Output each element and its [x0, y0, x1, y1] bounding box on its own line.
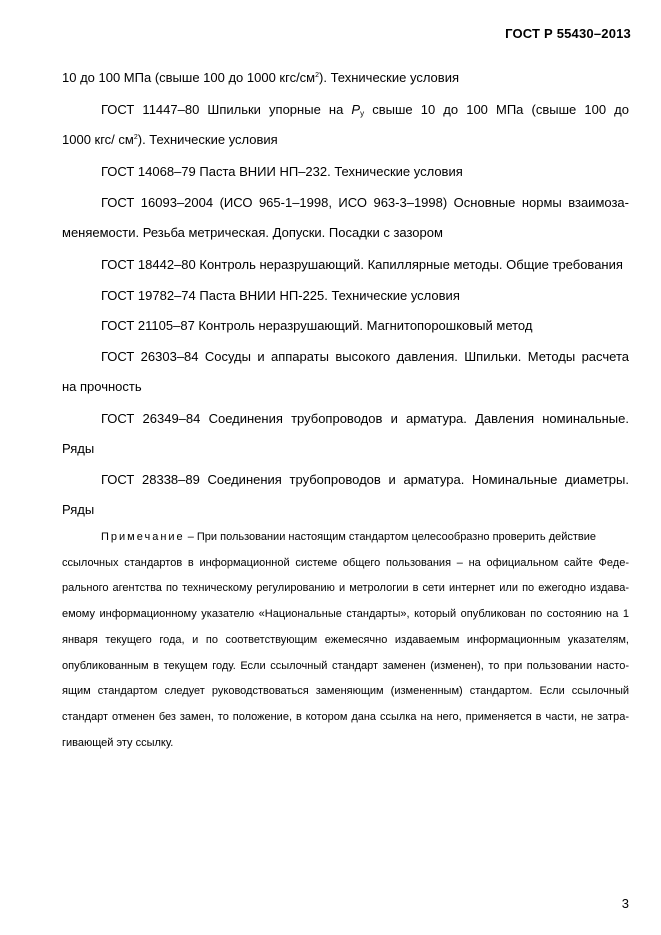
reference-gost-21105: ГОСТ 21105–87 Контроль неразрушающий. Магнитопорошковый метод: [101, 318, 533, 333]
reference-gost-28338: ГОСТ 28338–89 Соединения трубопроводов и арматура. Номинальные диаметры.: [101, 472, 629, 487]
reference-gost-26303-cont: на прочность: [62, 379, 142, 394]
reference-gost-16093: ГОСТ 16093–2004 (ИСО 965-1–1998, ИСО 963-3–1998) Основные нормы взаимоза-: [101, 195, 629, 210]
document-code: ГОСТ Р 55430–2013: [505, 26, 631, 41]
note-line: января текущего года, и по соответствующим ежемесячно издаваемым информационным указателям,: [62, 634, 629, 646]
reference-gost-16093-cont: меняемости. Резьба метрическая. Допуски. Посадки с зазором: [62, 225, 443, 240]
note-line: гивающей эту ссылку.: [62, 737, 174, 749]
reference-gost-26349-cont: Ряды: [62, 441, 95, 456]
note-line: ссылочных стандартов в информационной системе общего пользования – на официальном сайте Феде-: [62, 557, 629, 569]
reference-gost-19782: ГОСТ 19782–74 Паста ВНИИ НП-225. Технические условия: [101, 288, 460, 303]
note-line: стандарт отменен без замен, то положение, в котором дана ссылка на него, применяется в части, не затра-: [62, 711, 629, 723]
note-line: Примечание – При пользовании настоящим стандартом целесообразно проверить действие: [101, 531, 597, 543]
note-line: рального агентства по техническому регулированию и метрологии в сети интернет или по ежегодно издава-: [62, 582, 629, 594]
reference-gost-11447-cont: 1000 кгс/ $см^2$). Технические условия: [62, 132, 278, 147]
note-label: Примечание: [101, 531, 185, 543]
reference-gost-26349: ГОСТ 26349–84 Соединения трубопроводов и арматура. Давления номинальные.: [101, 411, 629, 426]
reference-gost-18442: ГОСТ 18442–80 Контроль неразрушающий. Капиллярные методы. Общие требования: [101, 257, 623, 272]
reference-gost-14068: ГОСТ 14068–79 Паста ВНИИ НП–232. Технические условия: [101, 164, 463, 179]
reference-gost-28338-cont: Ряды: [62, 502, 95, 517]
note-line: опубликованным в текущем году. Если ссылочный стандарт заменен (изменен), то при пользовании насто-: [62, 660, 629, 672]
reference-gost-26303: ГОСТ 26303–84 Сосуды и аппараты высокого давления. Шпильки. Методы расчета: [101, 349, 629, 364]
reference-continuation: 10 до 100 МПа (свыше 100 до 1000 кгс/$см^2$). Технические условия: [62, 70, 459, 85]
note-line: ящим стандартом следует руководствоваться заменяющим (измененным) стандартом. Если ссылочный: [62, 685, 629, 697]
reference-gost-11447: ГОСТ 11447–80 Шпильки упорные на $P_у$ свыше 10 до 100 МПа (свыше 100 до: [101, 102, 629, 118]
note-line: емому информационному указателю «Национальные стандарты», который опубликован по состоянию на 1: [62, 608, 629, 620]
page-number: 3: [621, 896, 629, 911]
